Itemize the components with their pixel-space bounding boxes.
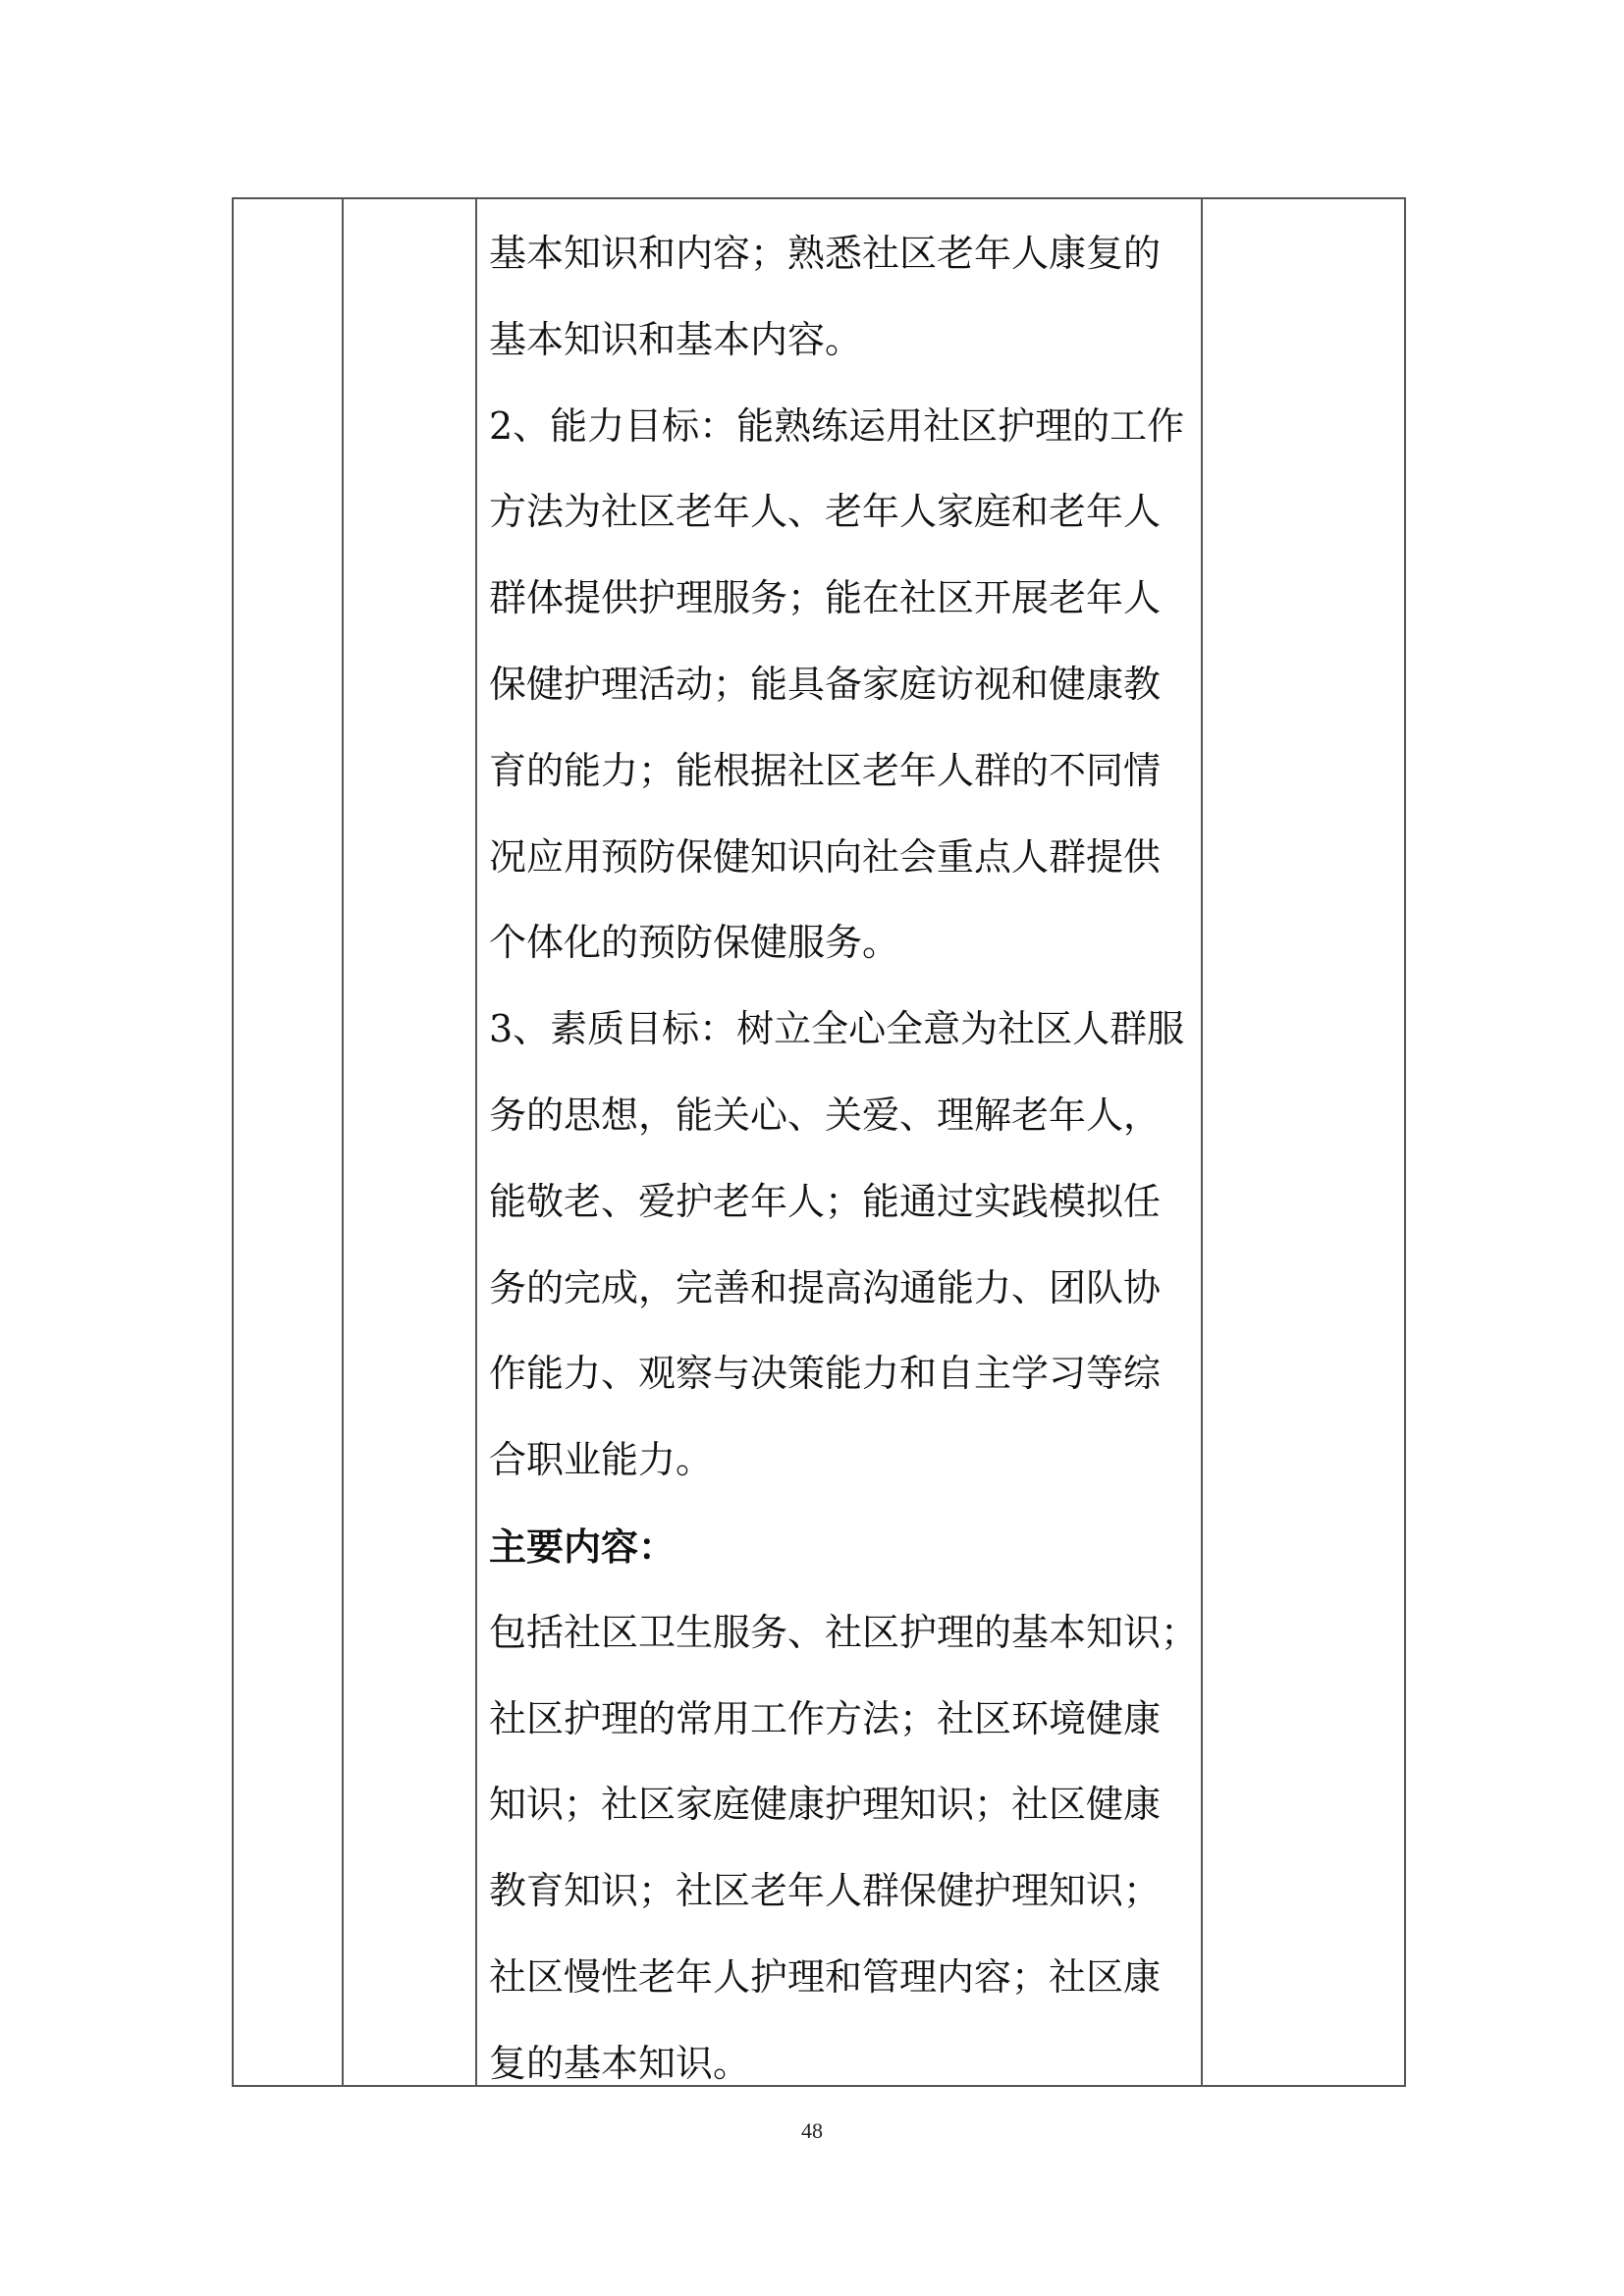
table-column-divider (475, 199, 477, 2085)
course-description-cell (489, 211, 1199, 2108)
main-content-line: 社区护理的常用工作方法；社区环境健康 (489, 1696, 1162, 1740)
objective-line: 能敬老、爱护老年人；能通过实践模拟任 (489, 1179, 1162, 1223)
table-column-divider (342, 199, 344, 2085)
course-table (232, 197, 1406, 2087)
objective-line: 作能力、观察与决策能力和自主学习等综 (489, 1352, 1162, 1396)
table-column-divider (1201, 199, 1203, 2085)
objective-line: 务的完成，完善和提高沟通能力、团队协 (489, 1265, 1162, 1309)
page-number: 48 (801, 2118, 823, 2143)
objective-line: 3、素质目标：树立全心全意为社区人群服 (489, 1007, 1185, 1051)
main-content-line: 教育知识；社区老年人群保健护理知识； (489, 1869, 1162, 1913)
objective-line: 育的能力；能根据社区老年人群的不同情 (489, 748, 1162, 792)
main-content-heading: 主要内容： (489, 1523, 677, 1569)
main-content-line: 复的基本知识。 (489, 2041, 751, 2085)
objective-line: 基本知识和基本内容。 (489, 317, 863, 361)
objective-line: 群体提供护理服务；能在社区开展老年人 (489, 576, 1162, 620)
objective-line: 况应用预防保健知识向社会重点人群提供 (489, 834, 1162, 879)
main-content-line: 知识；社区家庭健康护理知识；社区健康 (489, 1783, 1162, 1827)
objective-line: 个体化的预防保健服务。 (489, 921, 900, 965)
objective-line: 合职业能力。 (489, 1438, 714, 1482)
objective-line: 基本知识和内容；熟悉社区老年人康复的 (489, 232, 1162, 275)
objective-line: 方法为社区老年人、老年人家庭和老年人 (489, 490, 1162, 534)
objective-line: 2、能力目标：能熟练运用社区护理的工作 (489, 403, 1185, 448)
objective-line: 务的思想，能关心、关爱、理解老年人， (489, 1093, 1162, 1137)
objective-line: 保健护理活动；能具备家庭访视和健康教 (489, 662, 1162, 706)
main-content-line: 社区慢性老年人护理和管理内容；社区康 (489, 1954, 1162, 1999)
main-content-line: 包括社区卫生服务、社区护理的基本知识； (489, 1610, 1199, 1654)
